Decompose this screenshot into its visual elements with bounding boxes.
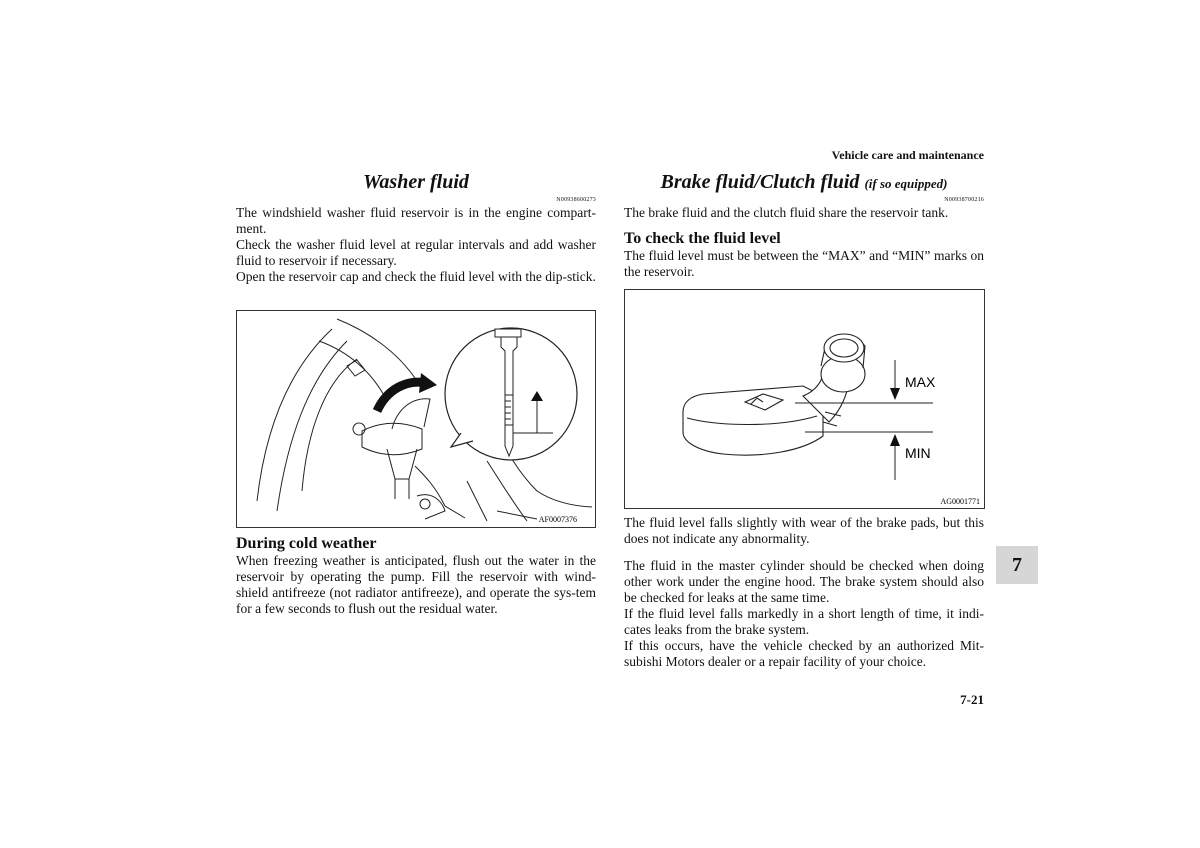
brake-fluid-title-suffix: (if so equipped) bbox=[864, 176, 948, 191]
brake-fluid-intro: The brake fluid and the clutch fluid share the reservoir tank. bbox=[624, 205, 949, 220]
washer-paragraph: Check the washer fluid level at regular intervals and add washer fluid to reservoir if necessary. bbox=[236, 237, 596, 268]
brake-pad-note: The fluid level falls slightly with wear of the brake pads, but this does not indicate any abnormality. bbox=[624, 515, 984, 546]
min-label: MIN bbox=[905, 445, 931, 461]
washer-fluid-text bbox=[236, 205, 596, 285]
brake-reservoir-illustration bbox=[625, 290, 984, 508]
washer-paragraph: Open the reservoir cap and check the fluid level with the dip-stick. bbox=[236, 269, 596, 284]
washer-fluid-code: N00938600273 bbox=[556, 197, 596, 203]
brake-fluid-title bbox=[624, 171, 984, 194]
chapter-tab: 7 bbox=[996, 546, 1038, 584]
brake-figure-code: AG0001771 bbox=[940, 497, 980, 506]
check-fluid-text: The fluid level must be between the “MAX” and “MIN” marks on the reservoir. bbox=[624, 248, 984, 279]
washer-fluid-title: Washer fluid bbox=[363, 171, 469, 193]
brake-fluid-figure bbox=[624, 289, 985, 509]
brake-fluid-text bbox=[624, 558, 984, 670]
brake-paragraph: The fluid in the master cylinder should be checked when doing other work under the engine hood. The brake system should also be checked for leaks at the same time. bbox=[624, 558, 984, 605]
brake-paragraph: If this occurs, have the vehicle checked by an authorized Mit-subishi Motors dealer or a repair facility of your choice. bbox=[624, 638, 984, 669]
cold-weather-text: When freezing weather is anticipated, flush out the water in the reservoir by operating the pump. Fill the reservoir with wind-shield antifreeze (not radiator antifreeze), and operate the sys-tem for a few seconds to flush out the residual water. bbox=[236, 553, 596, 616]
washer-figure-code: AF0007376 bbox=[538, 515, 577, 524]
brake-fluid-title-main: Brake fluid/Clutch fluid bbox=[660, 171, 860, 193]
brake-paragraph: If the fluid level falls markedly in a short length of time, it indi-cates leaks from the brake system. bbox=[624, 606, 984, 637]
cold-weather-heading: During cold weather bbox=[236, 535, 377, 552]
washer-paragraph: The windshield washer fluid reservoir is in the engine compart-ment. bbox=[236, 205, 596, 236]
brake-fluid-code: N00938700216 bbox=[944, 197, 984, 203]
max-label: MAX bbox=[905, 374, 936, 390]
section-header: Vehicle care and maintenance bbox=[831, 148, 984, 162]
check-fluid-heading: To check the fluid level bbox=[624, 230, 781, 247]
washer-fluid-figure bbox=[236, 310, 596, 528]
washer-reservoir-illustration bbox=[237, 311, 595, 527]
page-number: 7-21 bbox=[960, 692, 984, 707]
